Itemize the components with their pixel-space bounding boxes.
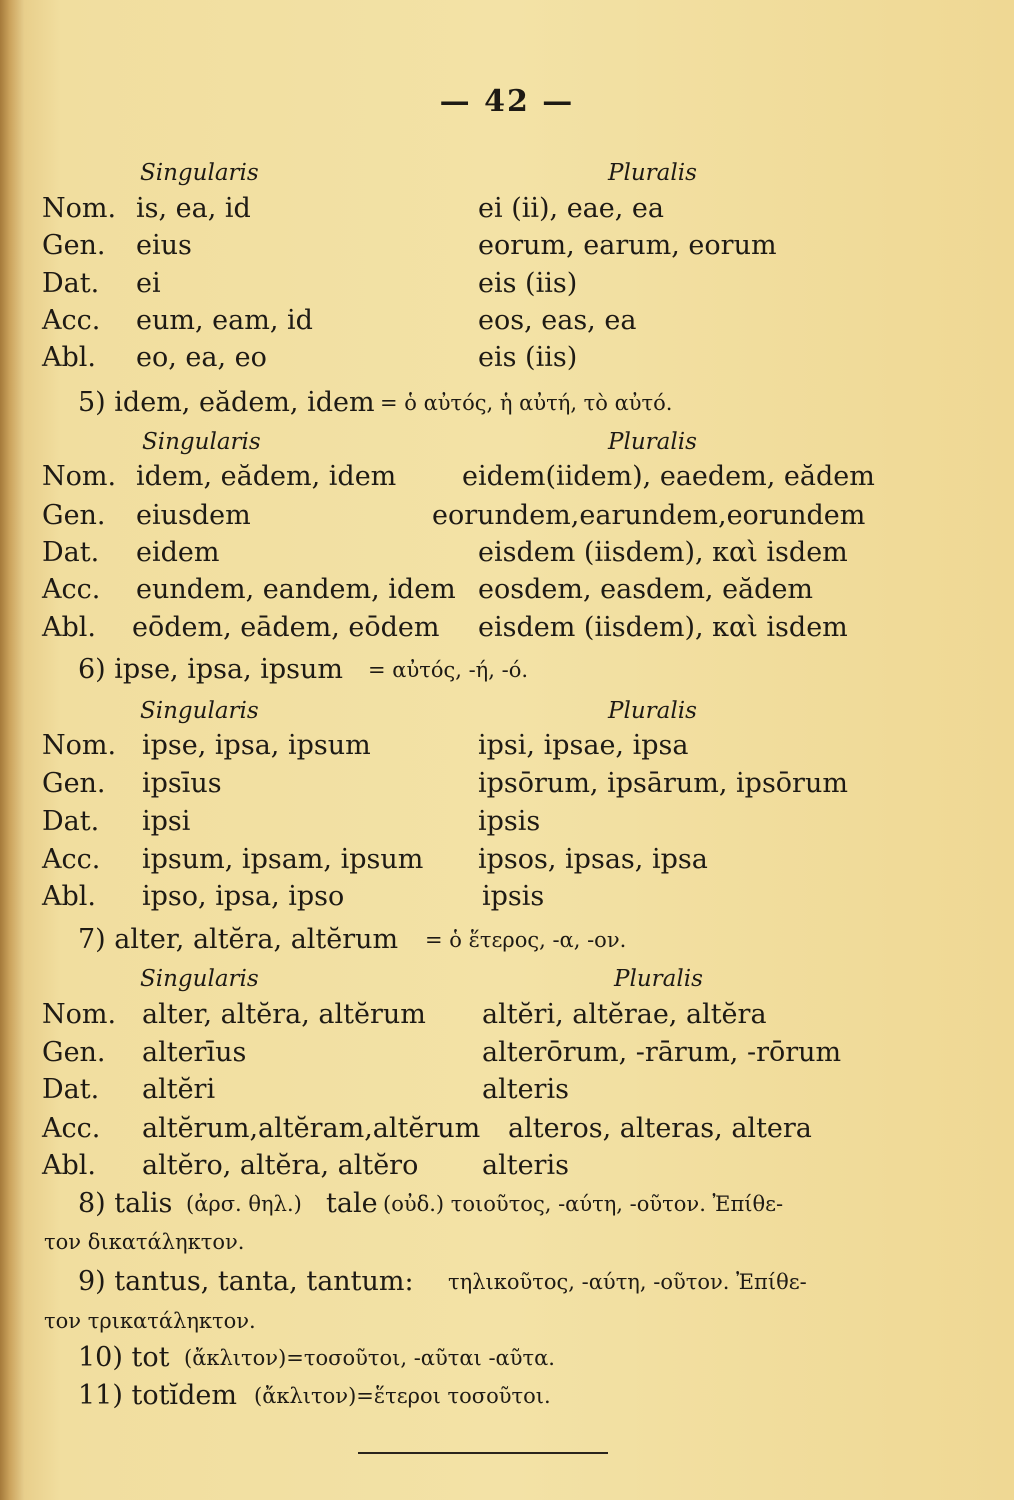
entry-greek: = ὁ αὐτός, ἡ αὐτή, τὸ αὐτό. bbox=[380, 391, 673, 415]
singular-form: alterīus bbox=[142, 1037, 247, 1068]
case-label: Abl. bbox=[42, 342, 96, 373]
table-row bbox=[0, 265, 1014, 303]
entry-8-continued bbox=[0, 1222, 1014, 1262]
entry-latin: 10) tot bbox=[78, 1342, 170, 1373]
table-row bbox=[0, 571, 1014, 609]
plural-form: ipsos, ipsas, ipsa bbox=[478, 844, 708, 875]
case-label: Acc. bbox=[42, 574, 101, 605]
case-label: Gen. bbox=[42, 500, 106, 531]
closing-rule bbox=[358, 1452, 608, 1454]
singular-form: eum, eam, id bbox=[136, 305, 313, 336]
table-row bbox=[0, 302, 1014, 340]
plural-form: eosdem, easdem, eădem bbox=[478, 574, 814, 605]
singular-form: ipse, ipsa, ipsum bbox=[142, 730, 371, 761]
singular-form: ei bbox=[136, 268, 161, 299]
case-label: Nom. bbox=[42, 193, 117, 224]
plural-form: eorundem,earundem,eorundem bbox=[432, 500, 866, 531]
plural-form: ipsōrum, ipsārum, ipsōrum bbox=[478, 768, 848, 799]
entry-latin: 6) ipse, ipsa, ipsum bbox=[78, 654, 344, 685]
entry-greek: (ἄκλιτον)=ἕτεροι τοσοῦτοι. bbox=[254, 1384, 551, 1408]
entry-7 bbox=[0, 920, 1014, 960]
entry-greek: τον δικατάληκτον. bbox=[44, 1230, 245, 1254]
case-label: Gen. bbox=[42, 230, 106, 261]
plural-form: eorum, earum, eorum bbox=[478, 230, 777, 261]
singular-form: ipso, ipsa, ipso bbox=[142, 881, 345, 912]
singular-form: altĕri bbox=[142, 1074, 216, 1105]
table-row bbox=[0, 878, 1014, 916]
plural-form: alteris bbox=[482, 1074, 569, 1105]
table-row bbox=[0, 339, 1014, 377]
entry-greek: = ὁ ἕτερος, -α, -ον. bbox=[425, 928, 627, 952]
entry-greek: τον τρικατάληκτον. bbox=[44, 1309, 256, 1333]
singular-form: idem, eădem, idem bbox=[136, 461, 397, 492]
singular-form: eius bbox=[136, 230, 192, 261]
plural-form: eisdem (iisdem), καὶ isdem bbox=[478, 612, 848, 643]
table-3-heading bbox=[0, 692, 1014, 730]
plural-form: ipsi, ipsae, ipsa bbox=[478, 730, 689, 761]
singular-form: eidem bbox=[136, 537, 220, 568]
table-row bbox=[0, 458, 1014, 496]
plural-form: alteros, alteras, altera bbox=[508, 1113, 812, 1144]
case-label: Nom. bbox=[42, 730, 117, 761]
singular-form: is, ea, id bbox=[136, 193, 251, 224]
plural-heading: Pluralis bbox=[614, 966, 703, 992]
singular-form: eiusdem bbox=[136, 500, 251, 531]
entry-6 bbox=[0, 650, 1014, 690]
case-label: Dat. bbox=[42, 268, 100, 299]
entry-greek: (οὐδ.) τοιοῦτος, -αύτη, -οῦτον. Ἐπίθε- bbox=[383, 1192, 784, 1216]
case-label: Acc. bbox=[42, 844, 101, 875]
case-label: Abl. bbox=[42, 881, 96, 912]
table-row bbox=[0, 1147, 1014, 1185]
table-row bbox=[0, 727, 1014, 765]
singular-form: altĕro, altĕra, altĕro bbox=[142, 1150, 419, 1181]
table-row bbox=[0, 534, 1014, 572]
table-row bbox=[0, 609, 1014, 647]
singular-form: ipsum, ipsam, ipsum bbox=[142, 844, 424, 875]
entry-9 bbox=[0, 1262, 1014, 1302]
plural-form: alteris bbox=[482, 1150, 569, 1181]
entry-10 bbox=[0, 1338, 1014, 1378]
entry-latin: 7) alter, altĕra, altĕrum bbox=[78, 924, 399, 955]
plural-heading: Pluralis bbox=[608, 160, 697, 186]
plural-form: eisdem (iisdem), καὶ isdem bbox=[478, 537, 848, 568]
table-2-heading bbox=[0, 423, 1014, 461]
case-label: Nom. bbox=[42, 461, 117, 492]
table-row bbox=[0, 1034, 1014, 1072]
table-row bbox=[0, 803, 1014, 841]
case-label: Gen. bbox=[42, 1037, 106, 1068]
singular-form: eōdem, eādem, eōdem bbox=[132, 612, 440, 643]
singular-form: eundem, eandem, idem bbox=[136, 574, 456, 605]
singular-heading: Singularis bbox=[140, 698, 259, 724]
table-row bbox=[0, 1071, 1014, 1109]
singular-heading: Singularis bbox=[140, 966, 259, 992]
table-row bbox=[0, 497, 1014, 535]
singular-form: ipsīus bbox=[142, 768, 222, 799]
plural-form: ipsis bbox=[478, 806, 541, 837]
table-row bbox=[0, 841, 1014, 879]
case-label: Abl. bbox=[42, 1150, 96, 1181]
entry-9-continued bbox=[0, 1301, 1014, 1341]
entry-greek: (ἄκλιτον)=τοσοῦτοι, -αῦται -αῦτα. bbox=[184, 1346, 555, 1370]
plural-heading: Pluralis bbox=[608, 429, 697, 455]
entry-8 bbox=[0, 1184, 1014, 1224]
page-number: — 42 — bbox=[439, 84, 575, 119]
case-label: Dat. bbox=[42, 806, 100, 837]
case-label: Dat. bbox=[42, 1074, 100, 1105]
singular-form: alter, altĕra, altĕrum bbox=[142, 999, 426, 1030]
plural-form: altĕri, altĕrae, altĕra bbox=[482, 999, 767, 1030]
singular-form: altĕrum,altĕram,altĕrum bbox=[142, 1113, 481, 1144]
plural-form: eos, eas, ea bbox=[478, 305, 637, 336]
case-label: Acc. bbox=[42, 305, 101, 336]
entry-latin-neuter: tale bbox=[326, 1188, 378, 1219]
case-label: Nom. bbox=[42, 999, 117, 1030]
table-row bbox=[0, 227, 1014, 265]
table-row bbox=[0, 765, 1014, 803]
singular-form: ipsi bbox=[142, 806, 191, 837]
case-label: Abl. bbox=[42, 612, 96, 643]
plural-form: alterōrum, -rārum, -rōrum bbox=[482, 1037, 842, 1068]
singular-form: eo, ea, eo bbox=[136, 342, 267, 373]
entry-latin: 11) totĭdem bbox=[78, 1380, 237, 1411]
entry-11 bbox=[0, 1376, 1014, 1416]
singular-heading: Singularis bbox=[140, 160, 259, 186]
table-row bbox=[0, 1110, 1014, 1148]
plural-form: eis (iis) bbox=[478, 268, 578, 299]
plural-form: ipsis bbox=[482, 881, 545, 912]
entry-latin: 9) tantus, tanta, tantum: bbox=[78, 1266, 414, 1297]
plural-form: eis (iis) bbox=[478, 342, 578, 373]
case-label: Dat. bbox=[42, 537, 100, 568]
entry-greek: = αὐτός, -ή, -ό. bbox=[368, 658, 529, 682]
table-row bbox=[0, 996, 1014, 1034]
plural-form: ei (ii), eae, ea bbox=[478, 193, 664, 224]
entry-greek: τηλικοῦτος, -αύτη, -οῦτον. Ἐπίθε- bbox=[448, 1270, 807, 1294]
entry-5 bbox=[0, 383, 1014, 423]
entry-latin: 5) idem, eădem, idem bbox=[78, 387, 375, 418]
case-label: Gen. bbox=[42, 768, 106, 799]
table-1-heading bbox=[0, 154, 1014, 192]
entry-greek-gender: (ἀρσ. θηλ.) bbox=[186, 1192, 302, 1216]
plural-form: eidem(iidem), eaedem, eădem bbox=[462, 461, 875, 492]
plural-heading: Pluralis bbox=[608, 698, 697, 724]
table-4-heading bbox=[0, 960, 1014, 998]
case-label: Acc. bbox=[42, 1113, 101, 1144]
table-row bbox=[0, 190, 1014, 228]
entry-latin: 8) talis bbox=[78, 1188, 173, 1219]
singular-heading: Singularis bbox=[142, 429, 261, 455]
